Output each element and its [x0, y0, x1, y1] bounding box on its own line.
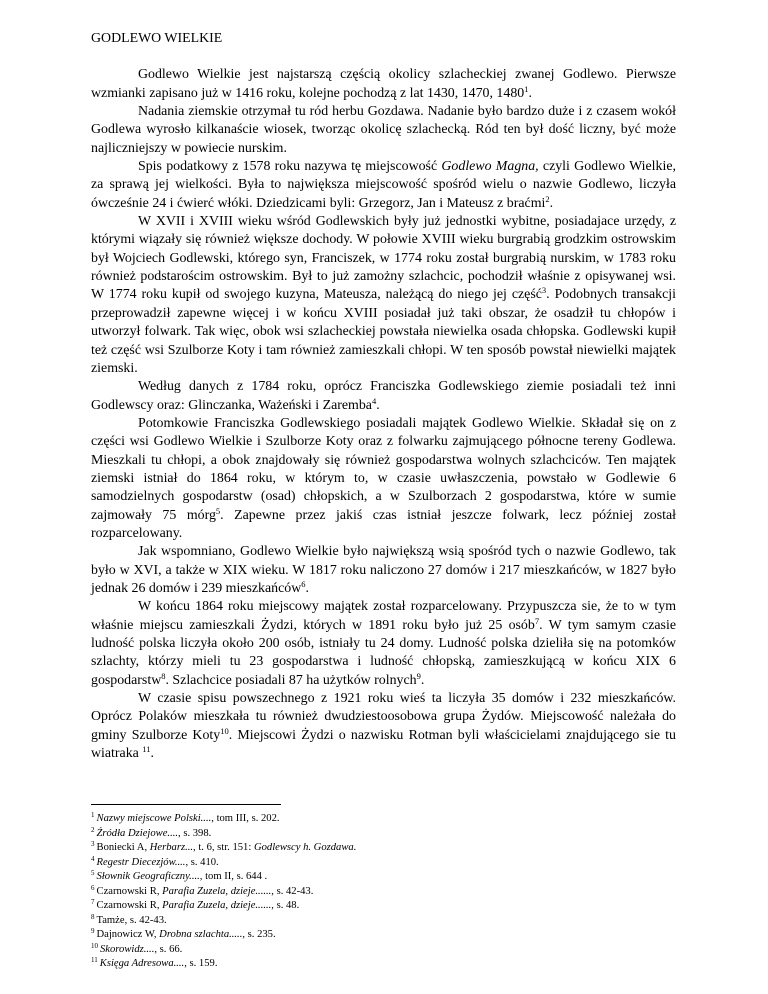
footnote-source-title: Parafia Zuzela, dzieje......: [162, 885, 272, 897]
footnote: [91, 899, 676, 914]
footnote-ref: 11: [142, 744, 151, 755]
text-run: Spis podatkowy z 1578 roku nazywa tę miejscowość: [138, 159, 442, 175]
footnote: [91, 812, 676, 827]
footnote-number: 3: [91, 840, 95, 848]
footnote-locator: , s. 398.: [178, 827, 212, 839]
italic-text: Godlewo Magna,: [441, 159, 539, 175]
text-run: Według danych z 1784 roku, oprócz Franciszka Godlewskiego ziemie posiadali też inni Godlewscy oraz: Glinczanka, Ważeński i Zaremba: [91, 379, 676, 413]
footnote-number: 1: [91, 811, 95, 819]
footnote-number: 11: [91, 956, 98, 964]
text-run: .: [528, 85, 532, 101]
footnote-ref: 3: [541, 285, 547, 296]
paragraph: [91, 213, 676, 378]
footnote-number: 4: [91, 854, 95, 863]
text-run: czyli Godlewo Wielkie, za sprawą jej wielkości. Była to największa miejscowość spośród wielu o nazwie Godlewo, liczyła ówcześnie 24 i ćwierć włóki. Dziedzicami byli: Grzegorz, Jan i Mateusz z braćmi: [91, 159, 676, 211]
footnote-source-title: Słownik Geograficzny....,: [96, 871, 203, 882]
text-run: .: [549, 195, 554, 211]
footnote-source-title: Skorowidz....: [100, 943, 155, 955]
footnote-number: 9: [91, 927, 95, 935]
footnote-source-title: Herbarz...: [149, 842, 194, 853]
text-run: Godlewo Wielkie jest najstarszą częścią okolicy szlacheckiej zwanej Godlewo. Pierwsze wzmianki zapisano już w 1416 roku, kolejne pochodzą z lat 1430, 1470, 1480: [91, 67, 676, 101]
text-run: . Podobnych transakcji przeprowadził zapewne więcej i w końcu XVIII posiadał już taki obszar, że osadził tu chłopów i utworzył folwark. Tak więc, obok wsi szlacheckiej powstała niewielka osada chłopska. Godlewski kupił też część wsi Szulborze Koty i tam również zamieszkali chłopi. W ten sposób powstał niewielki majątek ziemski.: [91, 287, 677, 376]
footnote-ref: 2: [545, 193, 550, 204]
footnote-locator: , s. 159.: [184, 958, 218, 969]
text-run: . Miejscowi Żydzi o nazwisku Rotman byli właścicielami znajdującego sie tu wiatraka: [91, 727, 676, 762]
footnote-source-title: Regestr Diecezjów....: [96, 856, 186, 868]
footnote-number: 6: [91, 883, 95, 892]
footnote-author: Tamże, s. 42-43.: [96, 914, 167, 926]
footnote-source-subtitle: Godlewscy h. Gozdawa.: [253, 842, 357, 853]
text-run: .: [420, 672, 425, 688]
footnote-locator: , s. 42-43.: [271, 885, 314, 897]
paragraph: [91, 690, 676, 763]
footnote: [91, 870, 676, 885]
text-run: . Zapewne przez jakiś czas istniał jeszcze folwark, lecz później został rozparcelowany.: [91, 507, 676, 541]
text-run: W czasie spisu powszechnego z 1921 roku wieś ta liczyła 35 domów i 232 mieszkańców. Oprócz Polaków mieszkała tu również dwudziestoosobowa grupa Żydów. Miejscowość należała do gminy Szulborze Koty: [91, 691, 676, 743]
footnote: [91, 885, 676, 900]
footnote-list: [91, 812, 676, 972]
footnote-locator: tom II, s. 644 .: [202, 871, 268, 882]
footnote-author: Boniecki A,: [96, 842, 150, 853]
footnote: [91, 914, 676, 929]
text-run: W końcu 1864 roku miejscowy majątek został rozparcelowany. Przypuszcza sie, że to w tym właśnie miejscu zamieszkali Żydzi, których w 1891 roku było już 25 osób: [91, 599, 676, 633]
paragraph: [91, 543, 676, 598]
footnote-author: Dajnowicz W,: [96, 929, 160, 940]
paragraph: [91, 378, 676, 415]
footnote-source-title: Źródła Dziejowe....: [96, 827, 179, 839]
footnote-source-title: Księga Adresowa....: [99, 958, 185, 969]
footnote-locator: , s. 410.: [185, 856, 219, 868]
footnote-number: 8: [91, 912, 95, 921]
footnote-ref: 4: [371, 395, 377, 406]
footnote-ref: 5: [215, 505, 221, 516]
footnote-locator: , s. 48.: [271, 900, 300, 911]
text-run: Jak wspomniano, Godlewo Wielkie było największą wsią spośród tych o nazwie Godlewo, tak było w XVI, a także w XIX wieku. W 1817 roku naliczono 27 domów i 217 mieszkańców, w 1827 było jednak 26 domów i 239 mieszkańców: [91, 544, 676, 596]
footnote-ref: 9: [416, 670, 421, 681]
footnote-ref: 6: [301, 578, 306, 589]
paragraph: [91, 415, 676, 543]
footnote: [91, 841, 676, 856]
footnote-author: Czarnowski R,: [96, 885, 163, 897]
document-body: [91, 66, 676, 763]
text-run: Potomkowie Franciszka Godlewskiego posiadali majątek Godlewo Wielkie. Składał się on z części wsi Godlewo Wielkie i Szulborze Koty oraz z folwarku zajmującego północne tereny Godlewa. Mieszkali tu chłopi, a obok znajdowały się również gospodarstwa wolnych szlachciców. Ten majątek ziemski istniał do 1864 roku, w którym to, w czasie uwłaszczenia, powstało w Godlewie 6 samodzielnych gospodarstw (osad) chłopskich, a w Szulborzach 2 gospodarstwa, które w sumie zajmowały 75 mórg: [91, 415, 676, 523]
footnote-source-title: Drobna szlachta.....: [159, 929, 243, 940]
text-run: . W tym samym czasie ludność polska liczyła około 200 osób, istniały tu 24 domy. Ludność polska dzieliła się na potomków szlachty, którzy mieli tu 23 gospodarstwa i ludność chłopską, zamieszkującą w końcu XIX 6 gospodarstw: [91, 617, 676, 688]
footnote: [91, 856, 676, 871]
paragraph: [91, 103, 676, 158]
footnote-ref: 10: [220, 725, 229, 736]
paragraph: [91, 598, 676, 690]
text-run: . Szlachcice posiadali 87 ha użytków rolnych: [165, 672, 417, 688]
footnote-number: 10: [91, 941, 98, 950]
footnote-locator: , tom III, s. 202.: [211, 813, 280, 824]
footnote-number: 5: [91, 869, 95, 877]
footnote-locator: , s. 66.: [154, 943, 183, 955]
footnote-locator: , t. 6, str. 151:: [193, 842, 254, 853]
footnote-separator: [91, 804, 281, 805]
footnotes: [91, 804, 676, 972]
footnote: [91, 827, 676, 842]
footnote-number: 7: [91, 898, 95, 906]
footnote-source-title: Nazwy miejscowe Polski....: [96, 813, 212, 824]
footnote: [91, 957, 676, 972]
footnote: [91, 943, 676, 958]
text-run: .: [376, 397, 380, 413]
footnote-source-title: Parafia Zuzela, dzieje......: [162, 900, 272, 911]
footnote: [91, 928, 676, 943]
footnote-locator: , s. 235.: [242, 929, 276, 940]
footnote-ref: 7: [534, 615, 540, 626]
footnote-ref: 8: [161, 670, 166, 681]
footnote-author: Czarnowski R,: [96, 900, 163, 911]
footnote-number: 2: [91, 825, 95, 834]
paragraph: [91, 158, 676, 213]
text-run: Nadania ziemskie otrzymał tu ród herbu Gozdawa. Nadanie było bardzo duże i z czasem wokół Godlewa wyrosło kilkanaście wiosek, tworząc okolicę szlachecką. Ród ten był dość liczny, być może najliczniejszy w powiecie nurskim.: [91, 104, 676, 156]
paragraph: [91, 66, 676, 103]
text-run: .: [150, 746, 154, 762]
text-run: .: [305, 580, 309, 596]
footnote-ref: 1: [524, 83, 529, 94]
text-run: W XVII i XVIII wieku wśród Godlewskich były już jednostki wybitne, posiadajace urzędy, z którymi wiązały się również większe dochody. W połowie XVIII wieku burgrabią grodzkim ostrowskim był Wojciech Godlewski, którego syn, Franciszek, w 1774 roku został burgrabią nurskim, w 1783 roku również podstarościm ostrowskim. Był to już zamożny szlachcic, pochodził właśnie z opisywanej wsi. W 1774 roku kupił od swojego kuzyna, Mateusza, należącą do niego jej część: [91, 214, 676, 303]
page-title: GODLEWO WIELKIE: [91, 31, 223, 46]
